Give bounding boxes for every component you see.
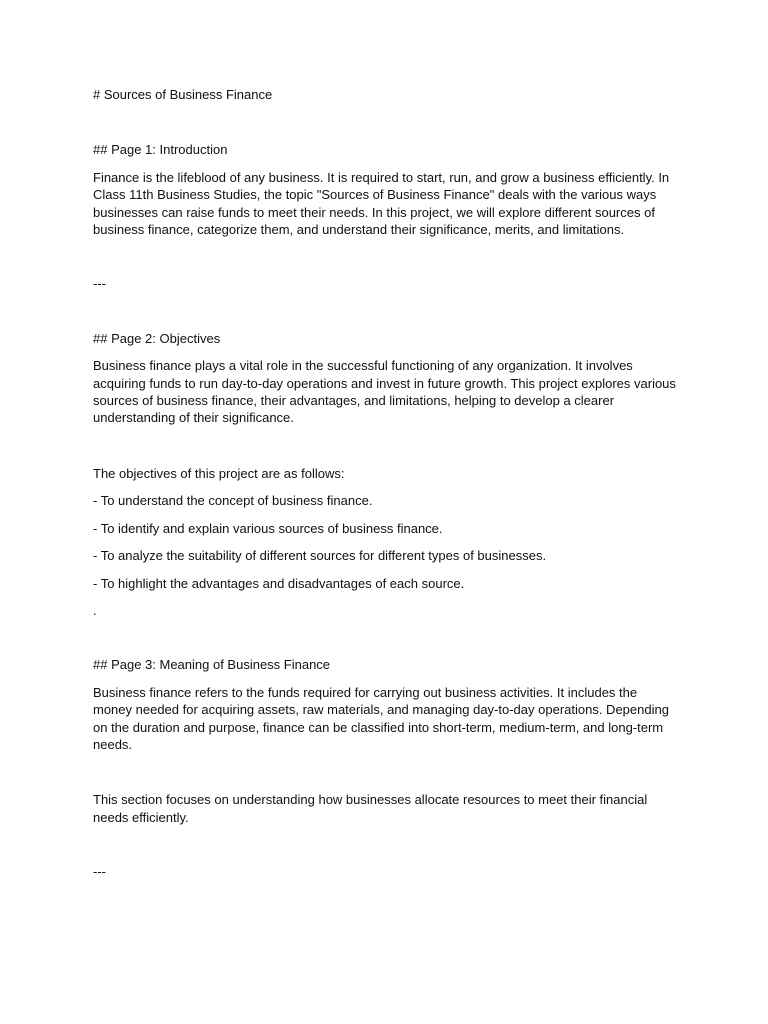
objective-bullet-4: - To highlight the advantages and disadvantages of each source.: [93, 575, 465, 591]
separator-1: ---: [93, 276, 106, 292]
section-heading-introduction: ## Page 1: Introduction: [93, 142, 228, 158]
objective-bullet-3: - To analyze the suitability of different sources for different types of businesses.: [93, 548, 547, 564]
section-heading-meaning: ## Page 3: Meaning of Business Finance: [93, 657, 331, 673]
objectives-paragraph: Business finance plays a vital role in the successful functioning of any organization. It involves acquiring funds to run day-to-day operations and invest in future growth. This project explores various sources of business finance, their advantages, and limitations, helping to develop a clearer understanding of their significance.: [93, 358, 676, 426]
objective-bullet-1: - To understand the concept of business finance.: [93, 493, 373, 509]
section-heading-objectives: ## Page 2: Objectives: [93, 330, 221, 346]
document-title: # Sources of Business Finance: [93, 87, 273, 102]
objectives-dot: .: [93, 602, 97, 618]
meaning-paragraph: Business finance refers to the funds required for carrying out business activities. It includes the money needed for acquiring assets, raw materials, and managing day-to-day operations. Depending on the duration and purpose, finance can be classified into short-term, medium-term, and long-term needs.: [93, 684, 669, 752]
introduction-paragraph: Finance is the lifeblood of any business. It is required to start, run, and grow a business efficiently. In Class 11th Business Studies, the topic "Sources of Business Finance" deals with the various ways businesses can raise funds to meet their needs. In this project, we will explore different sources of business finance, categorize them, and understand their significance, merits, and limitations.: [93, 169, 670, 238]
objective-bullet-2: - To identify and explain various sources of business finance.: [93, 520, 443, 536]
meaning-paragraph-2: This section focuses on understanding how businesses allocate resources to meet their financial needs efficiently.: [93, 792, 648, 825]
separator-2: ---: [93, 864, 106, 880]
objectives-intro: The objectives of this project are as follows:: [93, 465, 345, 481]
